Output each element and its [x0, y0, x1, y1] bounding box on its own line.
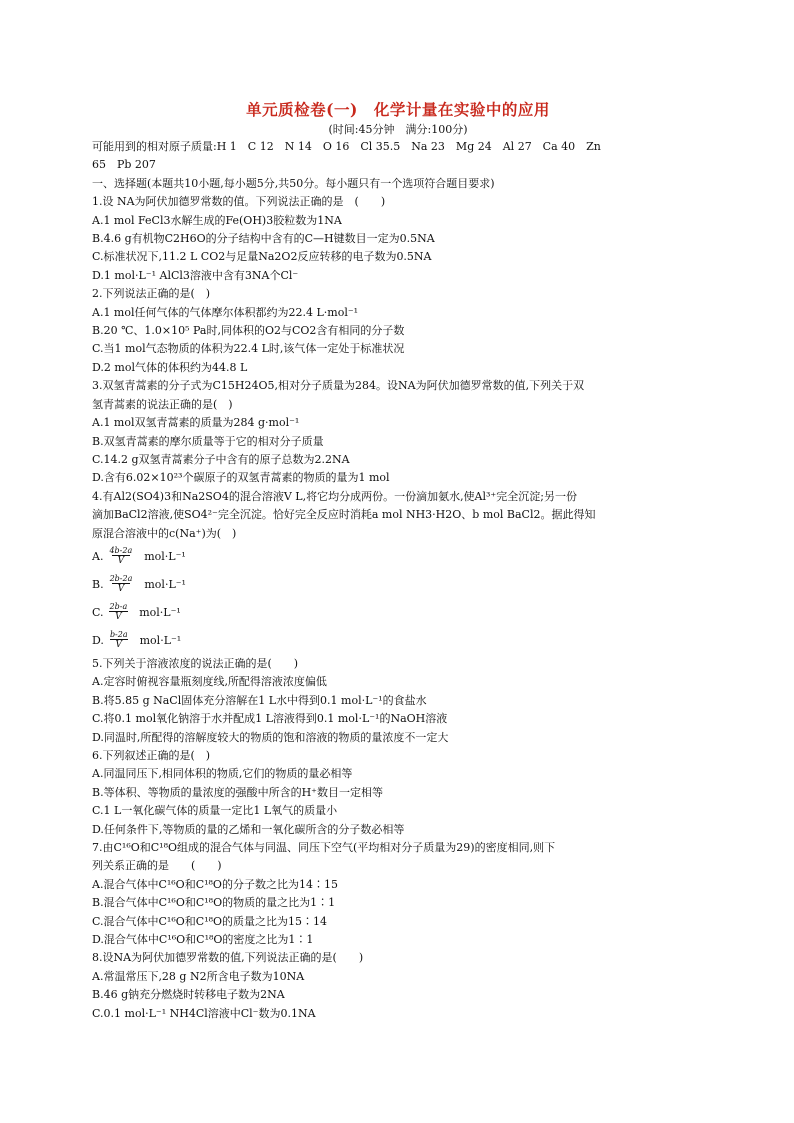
question-7-stem-2: 列关系正确的是 ( ): [92, 859, 222, 873]
option-label: D.: [92, 633, 104, 647]
question-8-option-c: C.0.1 mol·L⁻¹ NH4Cl溶液中Cl⁻数为0.1NA: [92, 1006, 316, 1020]
question-5-option-a: A.定容时俯视容量瓶刻度线,所配得溶液浓度偏低: [92, 675, 327, 689]
question-3-stem-2: 氢青蒿素的说法正确的是( ): [92, 397, 233, 411]
atomic-masses-line-2: 65 Pb 207: [92, 158, 156, 172]
fraction-numerator: b-2a: [109, 630, 128, 640]
question-3-option-b: B.双氢青蒿素的摩尔质量等于它的相对分子质量: [92, 434, 324, 448]
fraction: [107, 546, 134, 567]
question-4-option-a: [92, 543, 704, 571]
question-6-stem: 6.下列叙述正确的是( ): [92, 748, 211, 762]
question-6-option-b: B.等体积、等物质的量浓度的强酸中所含的H⁺数目一定相等: [92, 785, 383, 799]
question-2-stem: 2.下列说法正确的是( ): [92, 287, 211, 301]
question-4-option-c: [92, 599, 704, 627]
page-title: 单元质检卷(一) 化学计量在实验中的应用: [246, 100, 550, 119]
question-1-option-c: C.标准状况下,11.2 L CO2与足量Na2O2反应转移的电子数为0.5NA: [92, 250, 432, 264]
question-7-option-d: D.混合气体中C¹⁶O和C¹⁸O的密度之比为1∶1: [92, 933, 314, 947]
question-8-option-a: A.常温常压下,28 g N2所含电子数为10NA: [92, 969, 305, 983]
question-7-option-c: C.混合气体中C¹⁶O和C¹⁸O的质量之比为15∶14: [92, 914, 328, 928]
question-3-option-a: A.1 mol双氢青蒿素的质量为284 g·mol⁻¹: [92, 416, 300, 430]
fraction-denominator: V: [109, 611, 128, 623]
question-3-option-c: C.14.2 g双氢青蒿素分子中含有的原子总数为2.2NA: [92, 452, 350, 466]
fraction-denominator: V: [110, 639, 129, 651]
question-6-option-a: A.同温同压下,相同体积的物质,它们的物质的量必相等: [92, 767, 353, 781]
question-5-stem: 5.下列关于溶液浓度的说法正确的是( ): [92, 656, 299, 670]
question-4-option-d: [92, 627, 704, 655]
option-unit: mol·L⁻¹: [144, 577, 186, 591]
option-label: B.: [92, 577, 104, 591]
question-7-option-b: B.混合气体中C¹⁶O和C¹⁸O的物质的量之比为1∶1: [92, 896, 336, 910]
option-unit: mol·L⁻¹: [144, 549, 186, 563]
section-heading: 一、选择题(本题共10小题,每小题5分,共50分。每小题只有一个选项符合题目要求): [92, 176, 495, 190]
exam-page: [92, 100, 704, 1023]
question-4-option-b: [92, 571, 704, 599]
page-subtitle: (时间:45分钟 满分:100分): [328, 123, 468, 136]
fraction: [108, 602, 130, 623]
question-1-option-d: D.1 mol·L⁻¹ AlCl3溶液中含有3NA个Cl⁻: [92, 268, 299, 282]
question-3-option-d: D.含有6.02×10²³个碳原子的双氢青蒿素的物质的量为1 mol: [92, 471, 390, 485]
question-4-stem-1: 4.有Al2(SO4)3和Na2SO4的混合溶液V L,将它均分成两份。一份滴加氨水,使Al³⁺完全沉淀;另一份: [92, 489, 577, 503]
question-1-option-a: A.1 mol FeCl3水解生成的Fe(OH)3胶粒数为1NA: [92, 213, 342, 227]
question-2-option-d: D.2 mol气体的体积约为44.8 L: [92, 360, 248, 374]
fraction-numerator: 4b-2a: [109, 546, 133, 556]
question-5-option-d: D.同温时,所配得的溶解度较大的物质的饱和溶液的物质的量浓度不一定大: [92, 730, 449, 744]
option-unit: mol·L⁻¹: [139, 605, 181, 619]
question-7-stem-1: 7.由C¹⁶O和C¹⁸O组成的混合气体与同温、同压下空气(平均相对分子质量为29)的密度相同,则下: [92, 841, 556, 854]
question-4-stem-2: 滴加BaCl2溶液,使SO4²⁻完全沉淀。恰好完全反应时消耗a mol NH3·H2O、b mol BaCl2。据此得知: [92, 508, 596, 522]
question-2-option-a: A.1 mol任何气体的气体摩尔体积都约为22.4 L·mol⁻¹: [92, 305, 359, 319]
fraction: [108, 574, 135, 595]
question-6-option-c: C.1 L一氧化碳气体的质量一定比1 L氧气的质量小: [92, 804, 338, 818]
question-1-option-b: B.4.6 g有机物C2H6O的分子结构中含有的C—H键数目一定为0.5NA: [92, 232, 435, 246]
question-3-stem-1: 3.双氢青蒿素的分子式为C15H24O5,相对分子质量为284。设NA为阿伏加德罗常数的值,下列关于双: [92, 379, 585, 393]
option-label: A.: [92, 549, 104, 563]
fraction-denominator: V: [112, 583, 131, 595]
question-7-option-a: A.混合气体中C¹⁶O和C¹⁸O的分子数之比为14∶15: [92, 877, 338, 891]
option-label: C.: [92, 605, 104, 619]
question-5-option-c: C.将0.1 mol氧化钠溶于水并配成1 L溶液得到0.1 mol·L⁻¹的NaOH溶液: [92, 712, 448, 726]
question-8-option-b: B.46 g钠充分燃烧时转移电子数为2NA: [92, 988, 285, 1002]
fraction-denominator: V: [112, 555, 131, 567]
question-1-stem: 1.设 NA为阿伏加德罗常数的值。下列说法正确的是 ( ): [92, 195, 386, 209]
question-4-stem-3: 原混合溶液中的c(Na⁺)为( ): [92, 526, 237, 540]
fraction: [108, 630, 130, 651]
question-8-stem: 8.设NA为阿伏加德罗常数的值,下列说法正确的是( ): [92, 951, 364, 965]
question-5-option-b: B.将5.85 g NaCl固体充分溶解在1 L水中得到0.1 mol·L⁻¹的食盐水: [92, 693, 427, 707]
question-2-option-b: B.20 ℃、1.0×10⁵ Pa时,同体积的O2与CO2含有相同的分子数: [92, 324, 405, 338]
fraction-numerator: 2b-2a: [109, 574, 133, 584]
fraction-numerator: 2b-a: [109, 602, 128, 612]
atomic-masses-line-1: 可能用到的相对原子质量:H 1 C 12 N 14 O 16 Cl 35.5 Na 23 Mg 24 Al 27 Ca 40 Zn: [92, 140, 601, 153]
question-6-option-d: D.任何条件下,等物质的量的乙烯和一氧化碳所含的分子数必相等: [92, 822, 405, 836]
question-2-option-c: C.当1 mol气态物质的体积为22.4 L时,该气体一定处于标准状况: [92, 342, 405, 356]
option-unit: mol·L⁻¹: [139, 633, 182, 647]
